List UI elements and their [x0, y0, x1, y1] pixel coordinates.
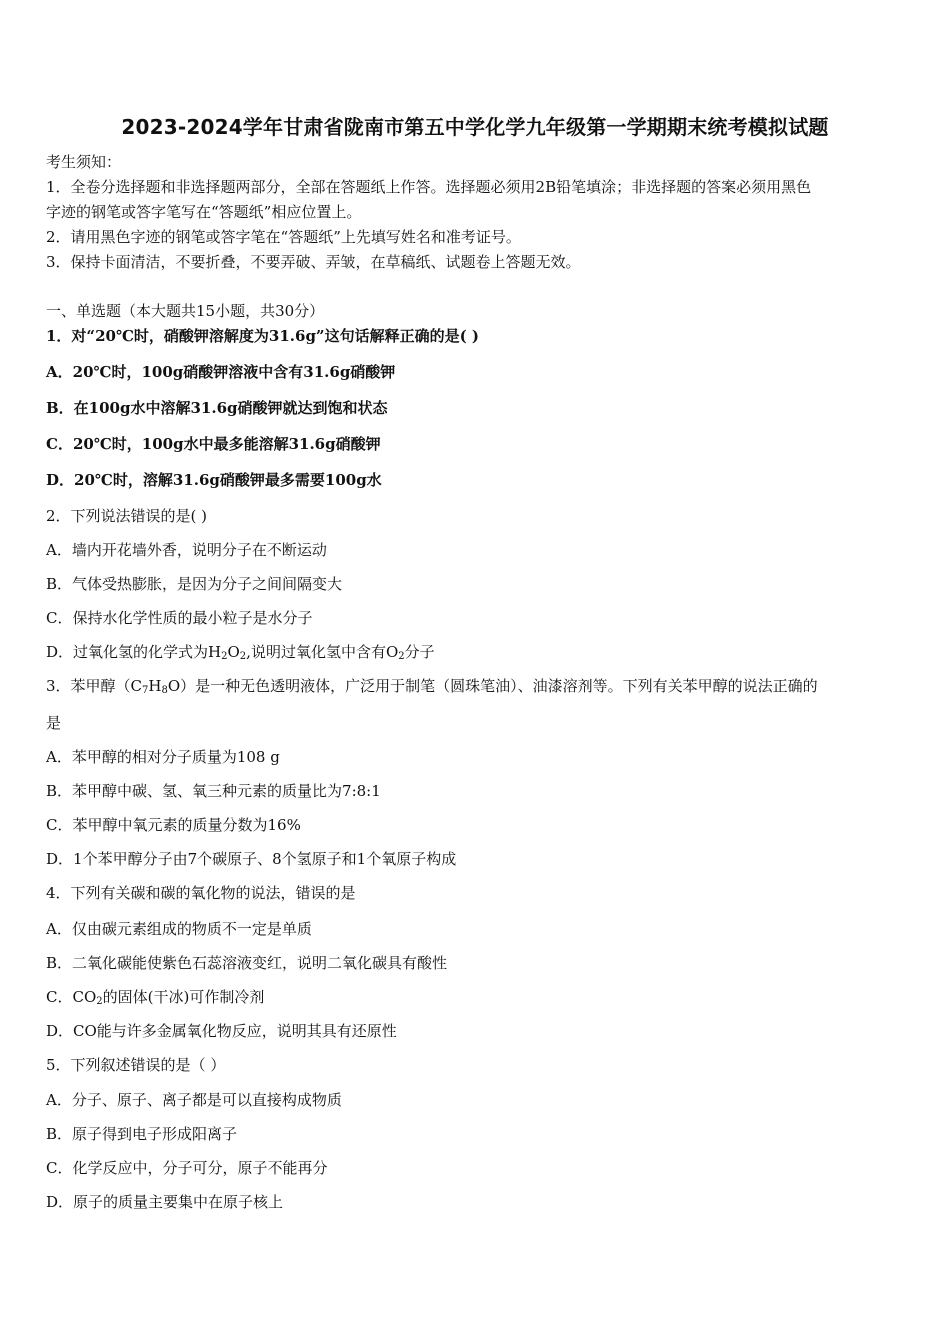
question-1-option-a: A．20℃时，100g硝酸钾溶液中含有31.6g硝酸钾 [46, 363, 396, 381]
notice-item: 2．请用黑色字迹的钢笔或答字笔在“答题纸”上先填写姓名和准考证号。 [46, 228, 521, 246]
notice-heading: 考生须知： [46, 153, 122, 171]
notice-item: 3．保持卡面清洁，不要折叠，不要弄破、弄皱，在草稿纸、试题卷上答题无效。 [46, 253, 581, 271]
question-3-option-a: A．苯甲醇的相对分子质量为108 g [46, 748, 280, 766]
question-1-option-d: D．20℃时，溶解31.6g硝酸钾最多需要100g水 [46, 471, 382, 489]
notice-item: 1．全卷分选择题和非选择题两部分，全部在答题纸上作答。选择题必须用2B铅笔填涂；非选择题的答案必须用黑色 [46, 178, 812, 196]
question-4-option-b: B．二氧化碳能使紫色石蕊溶液变红，说明二氧化碳具有酸性 [46, 954, 448, 972]
notice-item: 字迹的钢笔或答字笔写在“答题纸”相应位置上。 [46, 203, 362, 221]
question-2-option-b: B．气体受热膨胀，是因为分子之间间隔变大 [46, 575, 343, 593]
question-2-option-a: A．墙内开花墙外香，说明分子在不断运动 [46, 541, 327, 559]
question-3-stem-continued: 是 [46, 714, 62, 732]
question-4-option-d: D．CO能与许多金属氧化物反应，说明其具有还原性 [46, 1022, 397, 1040]
question-5-option-c: C．化学反应中，分子可分，原子不能再分 [46, 1159, 328, 1177]
question-1-option-b: B．在100g水中溶解31.6g硝酸钾就达到饱和状态 [46, 399, 388, 417]
question-2-option-c: C．保持水化学性质的最小粒子是水分子 [46, 609, 313, 627]
question-4-option-c: C．$CO_2$的固体(干冰)可作制冷剂 [46, 988, 265, 1007]
question-1-stem: 1．对“20℃时，硝酸钾溶解度为31.6g”这句话解释正确的是( ) [46, 327, 479, 345]
question-1-option-c: C．20℃时，100g水中最多能溶解31.6g硝酸钾 [46, 435, 381, 453]
question-5-stem: 5．下列叙述错误的是（ ） [46, 1056, 226, 1074]
section-heading: 一、单选题（本大题共15小题，共30分） [46, 302, 325, 320]
question-3-stem: 3．苯甲醇$(C_7H_8O)$是一种无色透明液体，广泛用于制笔（圆珠笔油）、油漆溶剂等。下列有关苯甲醇的说法正确的 [46, 677, 818, 696]
question-3-option-c: C．苯甲醇中氧元素的质量分数为16% [46, 816, 301, 834]
question-5-option-d: D．原子的质量主要集中在原子核上 [46, 1193, 284, 1211]
question-2-option-d: D．过氧化氢的化学式为$H_2O_2$,说明过氧化氢中含有$O_2$分子 [46, 643, 435, 662]
question-5-option-b: B．原子得到电子形成阳离子 [46, 1125, 238, 1143]
page-title: 2023-2024学年甘肃省陇南市第五中学化学九年级第一学期期末统考模拟试题 [121, 115, 829, 139]
question-3-option-d: D．1个苯甲醇分子由7个碳原子、8个氢原子和1个氧原子构成 [46, 850, 457, 868]
question-4-stem: 4．下列有关碳和碳的氧化物的说法，错误的是 [46, 884, 356, 902]
question-5-option-a: A．分子、原子、离子都是可以直接构成物质 [46, 1091, 342, 1109]
question-4-option-a: A．仅由碳元素组成的物质不一定是单质 [46, 920, 312, 938]
question-3-option-b: B．苯甲醇中碳、氢、氧三种元素的质量比为7:8:1 [46, 782, 381, 800]
question-2-stem: 2．下列说法错误的是( ) [46, 507, 208, 525]
